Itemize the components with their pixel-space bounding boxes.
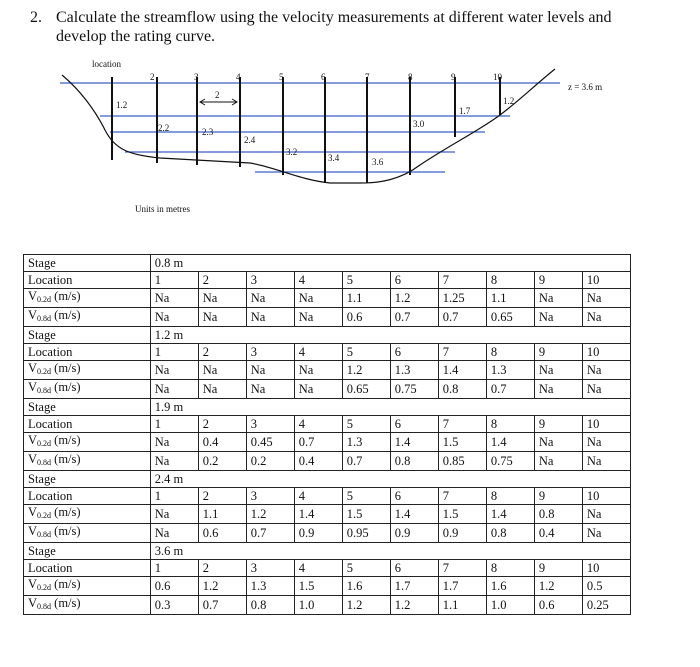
stage-row: [24, 543, 631, 560]
velocity-08d-row: [24, 524, 631, 543]
velocity-cell: Na: [582, 505, 630, 524]
water-level-label: z = 3.6 m: [568, 82, 603, 92]
velocity-08d-row: [24, 596, 631, 615]
location-row: [24, 416, 631, 433]
location-cell: 2: [198, 416, 246, 433]
row-label-unit: (m/s): [51, 289, 81, 303]
velocity-cell: 0.6: [198, 524, 246, 543]
row-label-prefix: V: [28, 596, 38, 610]
location-cell: 6: [390, 344, 438, 361]
depth-label: 2.4: [244, 135, 256, 145]
location-cell: 1: [150, 488, 198, 505]
location-number: 7: [365, 72, 370, 82]
row-label: [24, 433, 151, 452]
row-label-subscript: 0.2d: [37, 295, 52, 304]
velocity-cell: Na: [582, 361, 630, 380]
velocity-cell: 1.7: [438, 577, 486, 596]
location-cell: 5: [342, 416, 390, 433]
location-cell: 5: [342, 344, 390, 361]
velocity-02d-row: [24, 577, 631, 596]
row-label: Stage: [24, 471, 151, 488]
location-number: 5: [279, 72, 284, 82]
location-cell: 7: [438, 488, 486, 505]
row-label: [24, 361, 151, 380]
row-label-unit: (m/s): [51, 380, 81, 394]
velocity-table: [23, 254, 631, 615]
velocity-cell: 1.5: [438, 505, 486, 524]
velocity-cell: 1.2: [342, 596, 390, 615]
velocity-cell: Na: [150, 361, 198, 380]
velocity-cell: 0.7: [486, 380, 534, 399]
units-label: Units in metres: [135, 204, 190, 214]
row-label: Stage: [24, 255, 151, 272]
location-cell: 4: [294, 416, 342, 433]
velocity-cell: Na: [294, 289, 342, 308]
row-label: Location: [24, 488, 151, 505]
question-number: 2.: [30, 9, 42, 26]
row-label-unit: (m/s): [51, 505, 81, 519]
row-label: [24, 380, 151, 399]
location-cell: 9: [534, 344, 582, 361]
location-number: 6: [321, 72, 326, 82]
velocity-cell: 0.3: [150, 596, 198, 615]
velocity-08d-row: [24, 452, 631, 471]
location-cell: 1: [150, 560, 198, 577]
location-cell: 2: [198, 488, 246, 505]
depth-label: 2.3: [202, 127, 214, 137]
stage-value: 0.8 m: [150, 255, 198, 272]
depth-label: 1.7: [459, 106, 471, 116]
velocity-cell: 0.8: [534, 505, 582, 524]
location-cell: 10: [582, 272, 630, 289]
location-cell: 10: [582, 488, 630, 505]
location-cell: 8: [486, 344, 534, 361]
velocity-cell: Na: [150, 308, 198, 327]
location-cell: 6: [390, 272, 438, 289]
location-cell: 2: [198, 560, 246, 577]
location-number: 9: [451, 72, 456, 82]
location-cell: 2: [198, 344, 246, 361]
location-cell: 6: [390, 416, 438, 433]
velocity-02d-row: [24, 361, 631, 380]
location-number: 3: [194, 72, 199, 82]
location-cell: 3: [246, 272, 294, 289]
velocity-cell: 0.75: [486, 452, 534, 471]
stage-value: 1.2 m: [150, 327, 198, 344]
location-cell: 5: [342, 488, 390, 505]
velocity-cell: 1.2: [390, 596, 438, 615]
row-label: Location: [24, 344, 151, 361]
velocity-cell: 0.4: [198, 433, 246, 452]
stage-blank: [198, 543, 630, 560]
location-cell: 8: [486, 272, 534, 289]
depth-label: 1.2: [116, 100, 128, 110]
velocity-08d-row: [24, 308, 631, 327]
row-label-subscript: 0.8d: [37, 602, 52, 611]
row-label-prefix: V: [28, 577, 38, 591]
row-label-subscript: 0.8d: [37, 314, 52, 323]
question-text: Calculate the streamflow using the velocity measurements at different water levels and develop the rating curve.: [56, 9, 612, 45]
location-cell: 8: [486, 560, 534, 577]
velocity-cell: Na: [582, 452, 630, 471]
velocity-cell: 0.8: [390, 452, 438, 471]
row-label-unit: (m/s): [51, 308, 81, 322]
row-label: [24, 308, 151, 327]
stage-blank: [198, 255, 630, 272]
location-number: 2: [150, 72, 155, 82]
velocity-cell: 1.3: [246, 577, 294, 596]
velocity-cell: 1.6: [486, 577, 534, 596]
location-cell: 8: [486, 416, 534, 433]
row-label-subscript: 0.2d: [37, 511, 52, 520]
row-label-unit: (m/s): [51, 524, 81, 538]
velocity-cell: Na: [582, 433, 630, 452]
velocity-cell: 0.4: [294, 452, 342, 471]
location-cell: 10: [582, 344, 630, 361]
row-label-prefix: V: [28, 433, 38, 447]
location-cell: 9: [534, 560, 582, 577]
location-cell: 8: [486, 488, 534, 505]
velocity-cell: 1.5: [438, 433, 486, 452]
location-cell: 6: [390, 488, 438, 505]
velocity-cell: Na: [198, 361, 246, 380]
stage-row: [24, 471, 631, 488]
row-label-prefix: V: [28, 452, 38, 466]
velocity-cell: 0.7: [246, 524, 294, 543]
velocity-cell: Na: [534, 361, 582, 380]
stage-value: 3.6 m: [150, 543, 198, 560]
velocity-cell: Na: [198, 289, 246, 308]
velocity-cell: Na: [246, 361, 294, 380]
velocity-cell: 0.25: [582, 596, 630, 615]
velocity-cell: 1.2: [534, 577, 582, 596]
velocity-cell: Na: [582, 380, 630, 399]
location-row: [24, 488, 631, 505]
stage-row: [24, 399, 631, 416]
velocity-cell: Na: [246, 289, 294, 308]
velocity-cell: 1.2: [246, 505, 294, 524]
velocity-cell: Na: [534, 289, 582, 308]
velocity-cell: 0.2: [198, 452, 246, 471]
location-cell: 7: [438, 272, 486, 289]
location-cell: 5: [342, 272, 390, 289]
row-label: Stage: [24, 543, 151, 560]
row-label-unit: (m/s): [51, 433, 81, 447]
location-cell: 3: [246, 416, 294, 433]
row-label-subscript: 0.2d: [37, 439, 52, 448]
location-row: [24, 272, 631, 289]
stage-row: [24, 327, 631, 344]
location-cell: 1: [150, 272, 198, 289]
river-bed: [62, 69, 555, 183]
depth-label: 3.6: [372, 157, 384, 167]
row-label: Stage: [24, 399, 151, 416]
row-label-unit: (m/s): [51, 577, 81, 591]
row-label-prefix: V: [28, 289, 38, 303]
velocity-08d-row: [24, 380, 631, 399]
location-cell: 2: [198, 272, 246, 289]
row-label: [24, 596, 151, 615]
velocity-cell: 1.4: [486, 433, 534, 452]
velocity-cell: Na: [150, 524, 198, 543]
velocity-cell: 0.9: [390, 524, 438, 543]
depth-label: 2.2: [158, 123, 170, 133]
velocity-cell: Na: [294, 380, 342, 399]
row-label-subscript: 0.8d: [37, 386, 52, 395]
row-label: [24, 289, 151, 308]
velocity-02d-row: [24, 289, 631, 308]
location-number: 8: [408, 72, 413, 82]
velocity-cell: Na: [150, 452, 198, 471]
velocity-cell: 0.7: [438, 308, 486, 327]
velocity-cell: 0.7: [198, 596, 246, 615]
velocity-cell: Na: [294, 361, 342, 380]
velocity-cell: 0.6: [150, 577, 198, 596]
velocity-cell: 0.8: [246, 596, 294, 615]
row-label: Stage: [24, 327, 151, 344]
row-label-prefix: V: [28, 505, 38, 519]
velocity-cell: Na: [534, 380, 582, 399]
velocity-cell: 0.9: [294, 524, 342, 543]
velocity-cell: 1.5: [294, 577, 342, 596]
velocity-cell: 0.8: [486, 524, 534, 543]
location-cell: 1: [150, 416, 198, 433]
velocity-cell: 1.1: [198, 505, 246, 524]
velocity-02d-row: [24, 505, 631, 524]
location-cell: 7: [438, 416, 486, 433]
row-label-unit: (m/s): [51, 452, 81, 466]
stage-blank: [198, 327, 630, 344]
row-label: Location: [24, 560, 151, 577]
velocity-cell: 1.4: [390, 505, 438, 524]
row-label: [24, 505, 151, 524]
location-cell: 3: [246, 344, 294, 361]
location-cell: 1: [150, 344, 198, 361]
velocity-cell: 1.4: [486, 505, 534, 524]
velocity-02d-row: [24, 433, 631, 452]
velocity-cell: Na: [150, 505, 198, 524]
velocity-cell: Na: [534, 452, 582, 471]
location-row: [24, 344, 631, 361]
velocity-cell: Na: [246, 380, 294, 399]
row-label-subscript: 0.8d: [37, 530, 52, 539]
row-label: [24, 524, 151, 543]
location-cell: 4: [294, 272, 342, 289]
location-cell: 10: [582, 416, 630, 433]
velocity-cell: 0.5: [582, 577, 630, 596]
row-label-subscript: 0.8d: [37, 458, 52, 467]
water-level-lines: [60, 83, 560, 172]
velocity-cell: 1.4: [390, 433, 438, 452]
row-label-subscript: 0.2d: [37, 583, 52, 592]
location-cell: 4: [294, 560, 342, 577]
velocity-cell: 1.1: [438, 596, 486, 615]
depth-label: 3.0: [413, 119, 425, 129]
location-number: 10: [493, 72, 502, 82]
river-cross-section-diagram: [0, 55, 700, 225]
location-cell: 4: [294, 344, 342, 361]
row-label: [24, 577, 151, 596]
velocity-cell: 0.4: [534, 524, 582, 543]
velocity-cell: Na: [534, 308, 582, 327]
row-label-prefix: V: [28, 361, 38, 375]
velocity-cell: 1.5: [342, 505, 390, 524]
stage-row: [24, 255, 631, 272]
velocity-cell: 0.45: [246, 433, 294, 452]
location-cell: 5: [342, 560, 390, 577]
row-label-unit: (m/s): [51, 361, 81, 375]
stage-value: 2.4 m: [150, 471, 198, 488]
velocity-cell: Na: [150, 289, 198, 308]
velocity-cell: Na: [582, 289, 630, 308]
stage-blank: [198, 471, 630, 488]
velocity-cell: 1.4: [294, 505, 342, 524]
depth-label: 1.2: [503, 96, 515, 106]
velocity-cell: 0.7: [342, 452, 390, 471]
location-row: [24, 560, 631, 577]
velocity-cell: 1.2: [198, 577, 246, 596]
row-label: Location: [24, 272, 151, 289]
velocity-cell: 0.65: [342, 380, 390, 399]
velocity-cell: 1.1: [486, 289, 534, 308]
velocity-cell: Na: [150, 433, 198, 452]
velocity-cell: 0.9: [438, 524, 486, 543]
row-label-prefix: V: [28, 308, 38, 322]
location-cell: 7: [438, 560, 486, 577]
velocity-cell: 1.7: [390, 577, 438, 596]
row-label-prefix: V: [28, 524, 38, 538]
velocity-cell: 1.25: [438, 289, 486, 308]
velocity-cell: 1.0: [486, 596, 534, 615]
velocity-cell: 0.75: [390, 380, 438, 399]
velocity-cell: Na: [582, 308, 630, 327]
velocity-cell: Na: [198, 308, 246, 327]
location-cell: 7: [438, 344, 486, 361]
location-cell: 3: [246, 488, 294, 505]
velocity-cell: Na: [246, 308, 294, 327]
location-verticals: [112, 77, 500, 183]
velocity-cell: 0.2: [246, 452, 294, 471]
location-cell: 4: [294, 488, 342, 505]
velocity-cell: 0.95: [342, 524, 390, 543]
row-label: Location: [24, 416, 151, 433]
velocity-cell: 1.3: [390, 361, 438, 380]
stage-blank: [198, 399, 630, 416]
row-label-subscript: 0.2d: [37, 367, 52, 376]
velocity-cell: 0.85: [438, 452, 486, 471]
location-cell: 10: [582, 560, 630, 577]
location-cell: 9: [534, 416, 582, 433]
velocity-cell: 1.4: [438, 361, 486, 380]
velocity-cell: Na: [534, 433, 582, 452]
location-label: location: [92, 59, 121, 69]
row-label: [24, 452, 151, 471]
velocity-cell: 1.6: [342, 577, 390, 596]
velocity-cell: 0.65: [486, 308, 534, 327]
velocity-cell: 0.7: [390, 308, 438, 327]
velocity-cell: Na: [198, 380, 246, 399]
velocity-cell: 1.3: [342, 433, 390, 452]
velocity-cell: Na: [294, 308, 342, 327]
stage-value: 1.9 m: [150, 399, 198, 416]
velocity-cell: 1.1: [342, 289, 390, 308]
velocity-cell: 0.6: [534, 596, 582, 615]
velocity-cell: 0.8: [438, 380, 486, 399]
location-number: 4: [236, 72, 241, 82]
depth-label: 3.4: [328, 153, 340, 163]
velocity-cell: Na: [582, 524, 630, 543]
velocity-cell: 0.6: [342, 308, 390, 327]
location-cell: 6: [390, 560, 438, 577]
velocity-cell: 1.2: [342, 361, 390, 380]
velocity-cell: Na: [150, 380, 198, 399]
location-cell: 3: [246, 560, 294, 577]
location-cell: 9: [534, 272, 582, 289]
velocity-cell: 0.7: [294, 433, 342, 452]
velocity-cell: 1.0: [294, 596, 342, 615]
depth-label: 3.2: [286, 147, 298, 157]
row-label-prefix: V: [28, 380, 38, 394]
velocity-cell: 1.3: [486, 361, 534, 380]
velocity-cell: 1.2: [390, 289, 438, 308]
row-label-unit: (m/s): [51, 596, 81, 610]
spacing-label: 2: [215, 90, 220, 100]
location-cell: 9: [534, 488, 582, 505]
